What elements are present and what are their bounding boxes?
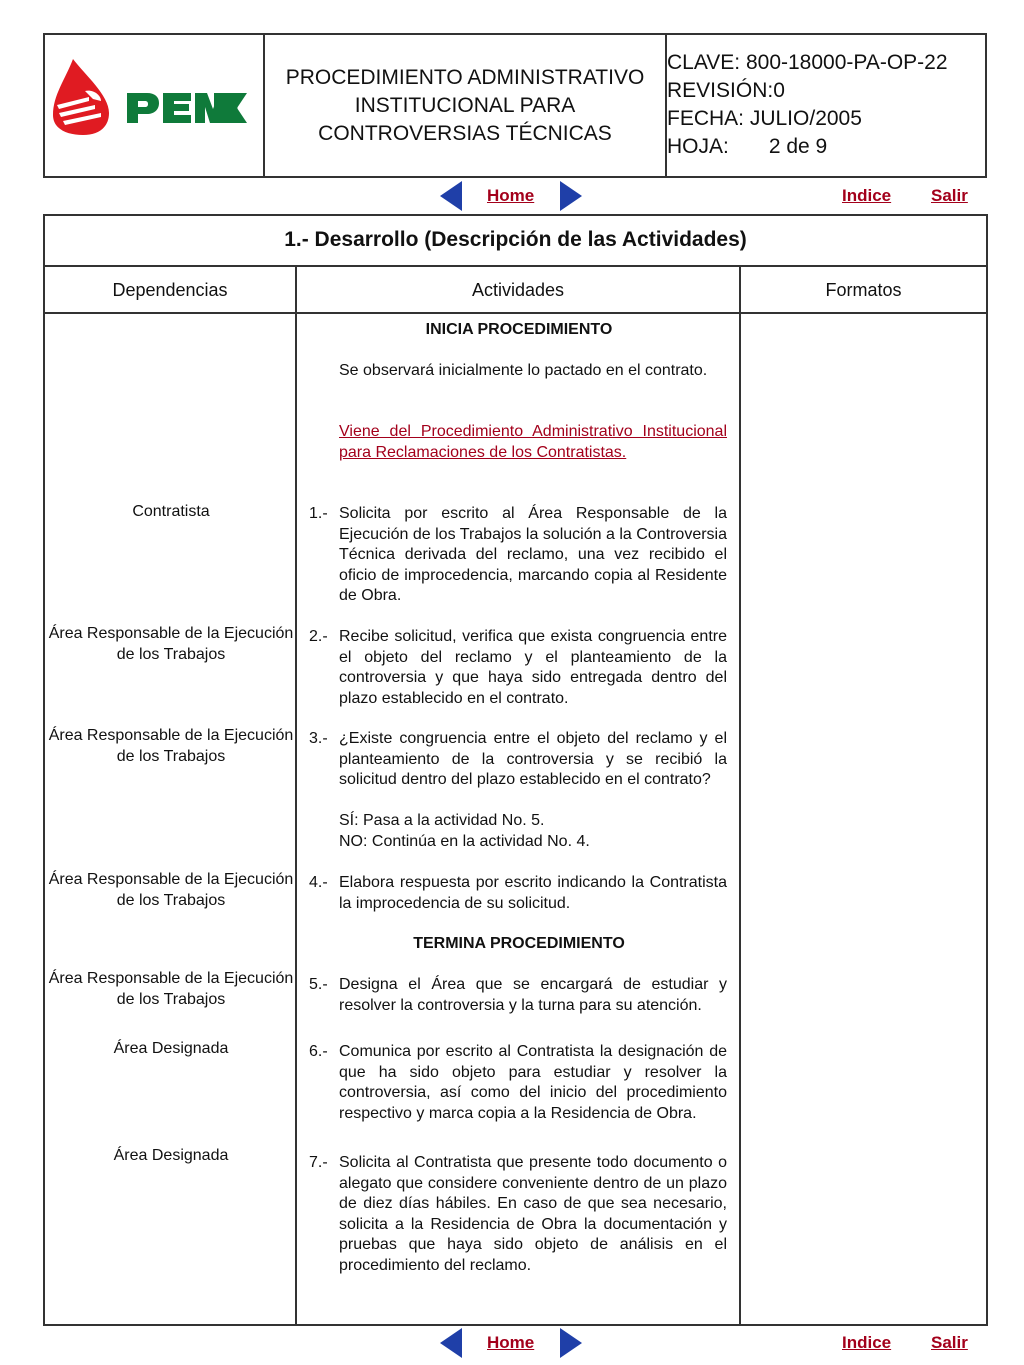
activity-item-3 [309,729,727,791]
hoja-value: 2 de 9 [768,135,828,158]
inicia-procedimiento: INICIA PROCEDIMIENTO [425,321,613,338]
column-header-actividades: Actividades [297,267,741,314]
next-arrow-icon[interactable] [558,180,584,212]
activity-number: 7.- [309,1154,328,1171]
column-header-formatos: Formatos [741,267,986,314]
pemex-logo [45,35,265,176]
indice-link[interactable]: Indice [842,186,892,205]
previous-arrow-icon[interactable] [438,180,464,212]
activity-number: 6.- [309,1043,328,1060]
hoja [667,133,987,161]
intro-text: Se observará inicialmente lo pactado en el contrato. [339,362,708,379]
pemex-logo-mark [45,35,255,176]
activity-number: 2.- [309,628,328,645]
bottom-navigation [0,1327,1024,1359]
top-navigation [0,180,1024,212]
activity-number: 1.- [309,505,328,522]
dependencia-area-responsable: Área Responsable de la Ejecución de los Trabajos [48,727,294,765]
dependencia-contratista: Contratista [132,503,210,520]
salir-link[interactable]: Salir [931,1333,968,1352]
viene-procedimiento-link[interactable]: Viene del Procedimiento Administrativo Institucional para Reclamaciones de los Contratistas. [339,423,727,461]
decision-no: NO: Continúa en la actividad No. 4. [339,833,590,850]
activity-item-1 [309,504,727,607]
home-link[interactable]: Home [487,186,535,205]
activity-number: 3.- [309,730,328,747]
column-header-dependencias: Dependencias [45,267,297,314]
title-line-2: INSTITUCIONAL PARA [354,93,576,117]
hoja-label: HOJA: [667,135,729,158]
section-title: 1.- Desarrollo (Descripción de las Actividades) [45,216,986,267]
activity-text: Designa el Área que se encargará de estudiar y resolver la controversia y la turna para su atención. [339,976,727,1014]
dependencia-area-responsable: Área Responsable de la Ejecución de los Trabajos [48,871,294,909]
activity-item-6 [309,1042,727,1124]
home-link[interactable]: Home [487,1333,535,1352]
dependencia-area-responsable: Área Responsable de la Ejecución de los Trabajos [48,970,294,1008]
dependencia-area-responsable: Área Responsable de la Ejecución de los Trabajos [48,625,294,663]
column-divider [295,314,297,1324]
activities-table [43,214,988,1326]
activity-item-2 [309,627,727,709]
activity-text: ¿Existe congruencia entre el objeto del reclamo y el planteamiento de la controversia y se recibió la solicitud dentro del plazo establecido en el contrato? [339,730,727,788]
indice-link[interactable]: Indice [842,1333,892,1352]
formatos-column [741,314,986,1324]
activity-number: 5.- [309,976,328,993]
fecha: FECHA: JULIO/2005 [667,107,862,130]
activity-number: 4.- [309,874,328,891]
dependencia-area-designada: Área Designada [113,1040,229,1057]
previous-arrow-icon[interactable] [438,1327,464,1359]
activity-text: Solicita al Contratista que presente todo documento o alegato que considere conveniente dentro de un plazo de diez días hábiles. En caso de que sea necesario, solicita a la Residencia de Obra la documentación y pruebas que haya sido objeto de análisis en el procedimiento del reclamo. [339,1154,727,1274]
activity-text: Elabora respuesta por escrito indicando la Contratista la improcedencia de su solicitud. [339,874,727,912]
document-title [265,35,667,176]
next-arrow-icon[interactable] [558,1327,584,1359]
activity-item-7 [309,1153,727,1276]
salir-link[interactable]: Salir [931,186,968,205]
termina-procedimiento: TERMINA PROCEDIMIENTO [413,935,625,952]
activity-text: Recibe solicitud, verifica que exista congruencia entre el objeto del reclamo y el planteamiento de la controversia y que haya sido entregada dentro del plazo establecido en el contrato. [339,628,727,707]
title-line-1: PROCEDIMIENTO ADMINISTRATIVO [285,65,645,89]
title-line-3: CONTROVERSIAS TÉCNICAS [318,121,612,145]
document-info [667,49,987,161]
clave: CLAVE: 800-18000-PA-OP-22 [667,51,948,74]
activity-item-4 [309,873,727,914]
activity-text: Comunica por escrito al Contratista la designación de que ha sido objeto para estudiar y resolver la controversia, así como del inicio del procedimiento respectivo y marca copia a la Residencia de Obra. [339,1043,727,1122]
activity-item-5 [309,975,727,1016]
activity-text: Solicita por escrito al Área Responsable de la Ejecución de los Trabajos la solución a la Controversia Técnica derivada del reclamo, una vez recibido el oficio de improcedencia, marcando copia al Residente de Obra. [339,505,727,604]
dependencia-area-designada: Área Designada [113,1147,229,1164]
document-header [43,33,987,178]
decision-si: SÍ: Pasa a la actividad No. 5. [339,812,545,829]
revision: REVISIÓN:0 [667,79,785,102]
